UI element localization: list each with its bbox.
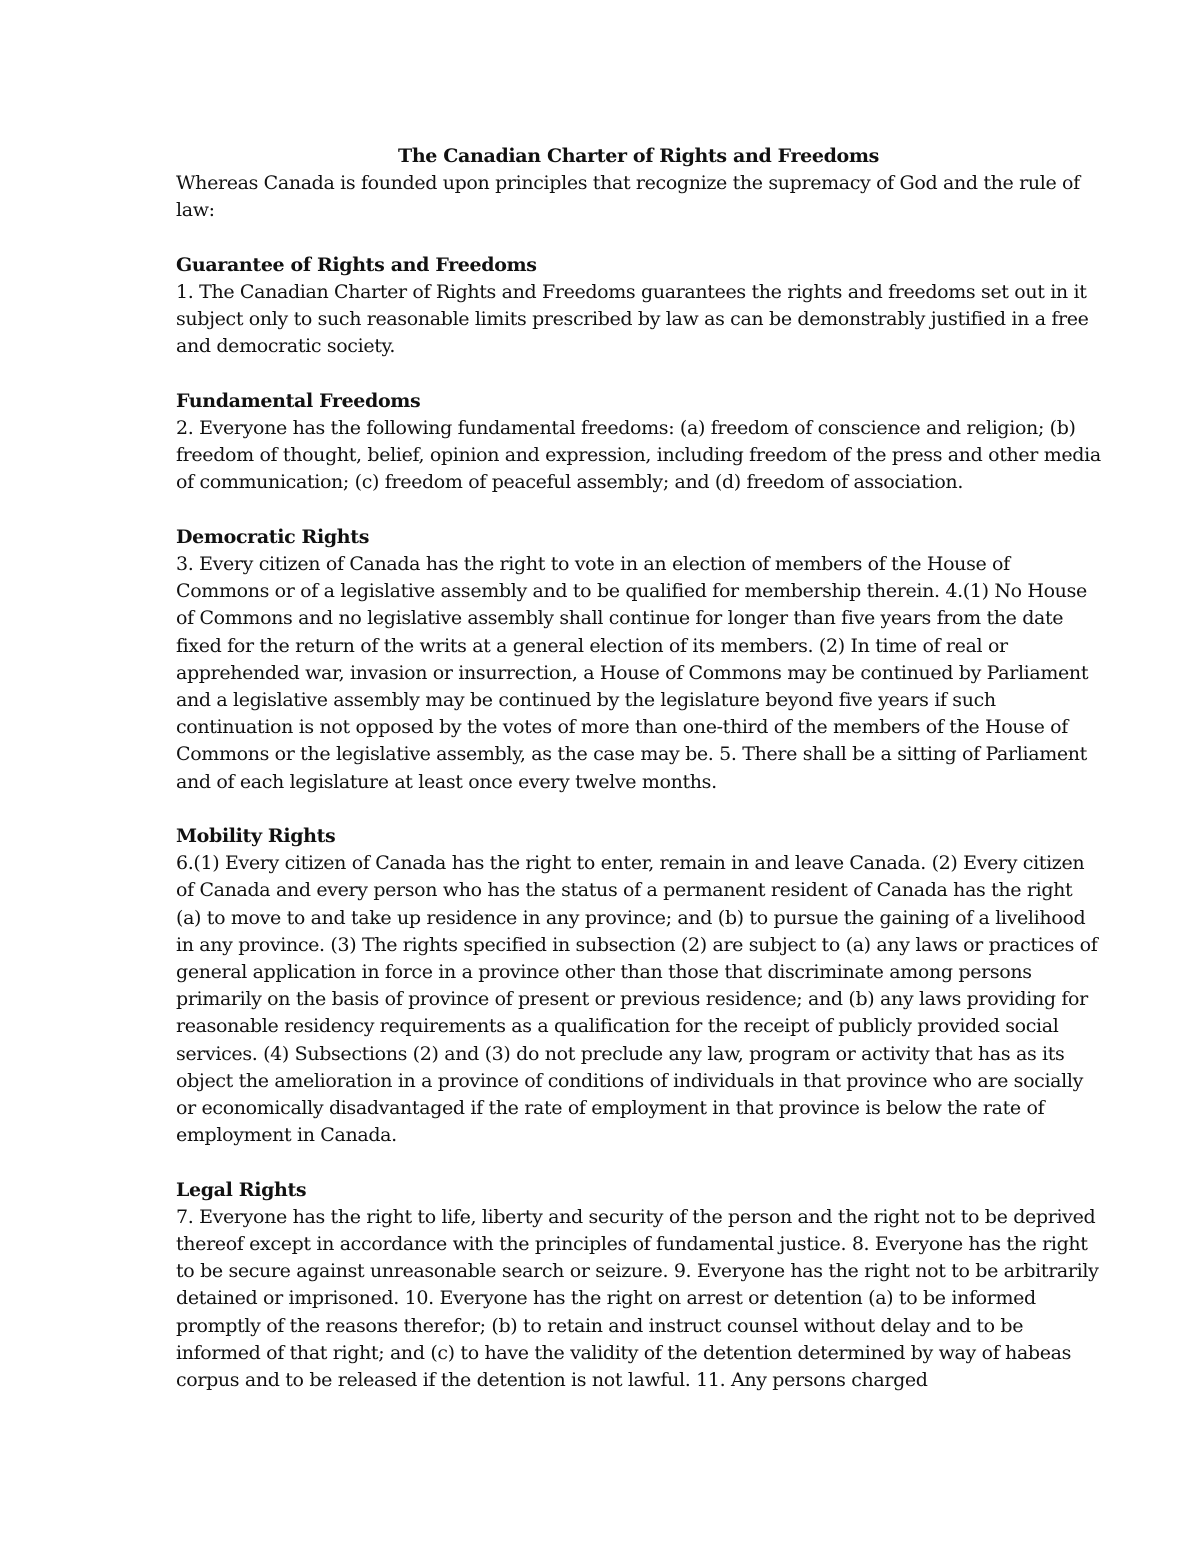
section-heading: Democratic Rights — [176, 525, 370, 548]
section-body: 6.(1) Every citizen of Canada has the right to enter, remain in and leave Canada. (2) Every citizen of Canada and every person who has the status of a permanent resident of Canada has the right (a) to move to and take up residence in any province; and (b) to pursue the gaining of a livelihood in any province. (3) The rights specified in subsection (2) are subject to (a) any laws or practices of general application in force in a province other than those that discriminate among persons primarily on the basis of province of present or previous residence; and (b) any laws providing for reasonable residency requirements as a qualification for the receipt of publicly provided social services. (4) Subsections (2) and (3) do not preclude any law, program or activity that has as its object the amelioration in a province of conditions of individuals in that province who are socially or economically disadvantaged if the rate of employment in that province is below the rate of employment in Canada. — [176, 852, 1098, 1147]
section-legal-rights — [176, 1177, 1101, 1395]
section-heading: Fundamental Freedoms — [176, 389, 421, 412]
section-body: 2. Everyone has the following fundamental freedoms: (a) freedom of conscience and religion; (b) freedom of thought, belief, opinion and expression, including freedom of the press and other media of communication; (c) freedom of peaceful assembly; and (d) freedom of association. — [176, 417, 1101, 494]
section-heading: Guarantee of Rights and Freedoms — [176, 253, 537, 276]
document-body — [176, 143, 1101, 1394]
document-title: The Canadian Charter of Rights and Freedoms — [398, 145, 879, 167]
preamble-text: Whereas Canada is founded upon principles that recognize the supremacy of God and the rule of law: — [176, 172, 1080, 222]
section-body: 7. Everyone has the right to life, liberty and security of the person and the right not to be deprived thereof except in accordance with the principles of fundamental justice. 8. Everyone has the right to be secure against unreasonable search or seizure. 9. Everyone has the right not to be arbitrarily detained or imprisoned. 10. Everyone has the right on arrest or detention (a) to be informed promptly of the reasons therefor; (b) to retain and instruct counsel without delay and to be informed of that right; and (c) to have the validity of the detention determined by way of habeas corpus and to be released if the detention is not lawful. 11. Any persons charged — [176, 1205, 1099, 1392]
section-fundamental-freedoms — [176, 388, 1101, 497]
section-heading: Mobility Rights — [176, 825, 336, 848]
section-mobility-rights — [176, 823, 1101, 1149]
section-democratic-rights — [176, 524, 1101, 796]
section-guarantee-of-rights — [176, 252, 1101, 361]
section-heading: Legal Rights — [176, 1178, 307, 1201]
section-body: 1. The Canadian Charter of Rights and Freedoms guarantees the rights and freedoms set out in it subject only to such reasonable limits prescribed by law as can be demonstrably justified in a free and democratic society. — [176, 281, 1089, 358]
section-body: 3. Every citizen of Canada has the right to vote in an election of members of the House of Commons or of a legislative assembly and to be qualified for membership therein. 4.(1) No House of Commons and no legislative assembly shall continue for longer than five years from the date fixed for the return of the writs at a general election of its members. (2) In time of real or apprehended war, invasion or insurrection, a House of Commons may be continued by Parliament and a legislative assembly may be continued by the legislature beyond five years if such continuation is not opposed by the votes of more than one-third of the members of the House of Commons or the legislative assembly, as the case may be. 5. There shall be a sitting of Parliament and of each legislature at least once every twelve months. — [176, 553, 1089, 793]
